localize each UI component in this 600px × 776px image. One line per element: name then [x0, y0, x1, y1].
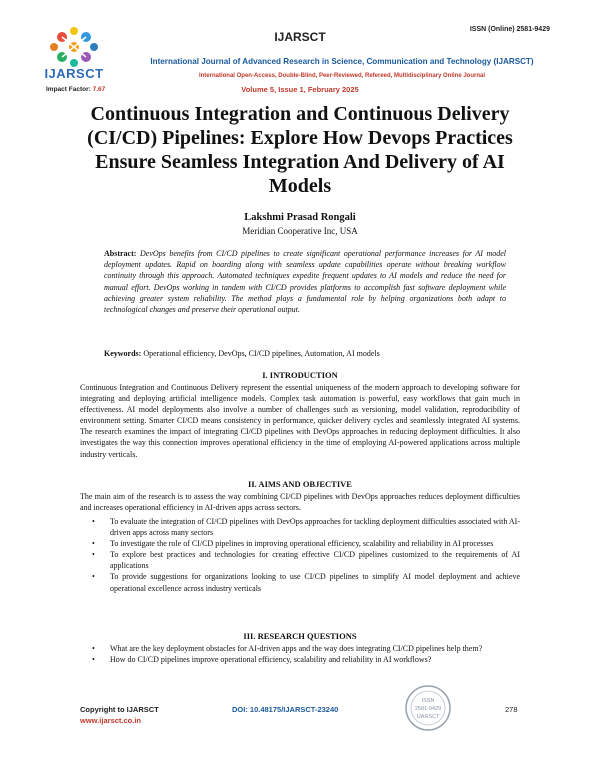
- bullet-icon: •: [92, 572, 95, 582]
- list-item: [80, 516, 520, 538]
- aims-paragraph: The main aim of the research is to assess the way combining CI/CD pipelines with DevOps approaches reduces deployment difficulties and increases operational efficiency in AI-driven apps across sectors.: [80, 492, 520, 513]
- list-item: [80, 549, 520, 571]
- bullet-icon: •: [92, 539, 95, 549]
- svg-text:ISSN: ISSN: [421, 698, 435, 704]
- section-heading-aims: II. AIMS AND OBJECTIVE: [248, 479, 352, 489]
- abstract-text: DevOps benefits from CI/CD pipelines to create significant operational performance increases for AI model deployment updates. Rapid on boarding along with seamless update capabilities operate without breaking workflow continuity through this approach. Automated techniques expedite frequent updates to AI models and reduce the need for manual effort. DevOps working in tandem with CI/CD provides platforms to accomplish fast software deployment while achieving greater system reliability. The method plays a fundamental role by helping organizations both adapt to technological changes and preserve their operational output.: [104, 249, 506, 315]
- list-item-text: To explore best practices and technologies for creating effective CI/CD pipelines customized to the requirements of AI applications: [110, 550, 520, 571]
- footer-website-link[interactable]: www.ijarsct.co.in: [80, 716, 141, 725]
- abstract-label: Abstract:: [104, 249, 137, 258]
- abstract: [104, 248, 506, 315]
- introduction-paragraph: Continuous Integration and Continuous Delivery represent the essential uniqueness of the modern approach to developing software for integrating and deploying artificial intelligence models. Complex task automation is powerful, easy workflows that gain much in effectiveness. AI model deployments also involve a number of challenges such as versioning, model validation, reproducibility of environment setting. Smarter CI/CD means consistency in performance, quicker delivery cycles and seamlessly integrated AI systems. The research examines the impact of integrating CI/CD pipelines with DevOps approaches in reducing deployment difficulties. It also investigates the way this connection improves operational efficiency in the time of employing AI-powered applications across multiple industry verticals.: [80, 383, 520, 459]
- bullet-icon: •: [92, 644, 95, 653]
- list-item-text: To provide suggestions for organizations looking to use CI/CD pipelines to simplify AI model deployment and achieve operational excellence across industry verticals: [110, 572, 520, 593]
- footer-doi-link[interactable]: DOI: 10.48175/IJARSCT-23240: [232, 705, 339, 714]
- footer-copyright: Copyright to IJARSCT: [80, 705, 159, 714]
- journal-abbreviation: IJARSCT: [274, 30, 326, 44]
- list-item-text: How do CI/CD pipelines improve operational efficiency, scalability and reliability in AI workflows?: [110, 655, 432, 665]
- keywords-label: Keywords:: [104, 349, 142, 358]
- section-heading-introduction: I. INTRODUCTION: [262, 370, 338, 380]
- list-item-text: What are the key deployment obstacles for AI-driven apps and the way does integrating CI/CD pipelines help them?: [110, 644, 483, 653]
- list-item: [80, 654, 520, 665]
- list-item-text: To evaluate the integration of CI/CD pipelines with DevOps approaches for tackling deployment difficulties associated with AI-driven apps across many sectors: [110, 517, 520, 538]
- keywords: [104, 348, 506, 359]
- bullet-icon: •: [92, 517, 95, 526]
- impact-factor-value: 7.67: [92, 86, 106, 93]
- paper-title: Continuous Integration and Continuous Delivery (CI/CD) Pipelines: Explore How Devops Practices Ensure Seamless Integration And Delivery of AI Models: [87, 103, 513, 197]
- research-questions-list: [80, 643, 520, 665]
- logo-wordmark: IJARSCT: [44, 66, 104, 81]
- bullet-icon: •: [92, 655, 95, 665]
- list-item: [80, 643, 520, 654]
- page-number: 278: [505, 705, 518, 714]
- volume-issue: Volume 5, Issue 1, February 2025: [241, 85, 359, 94]
- bullet-icon: •: [92, 550, 95, 560]
- svg-text:2581-9429: 2581-9429: [414, 706, 442, 712]
- list-item-text: To investigate the role of CI/CD pipelines in improving operational efficiency, scalability and reliability in AI processes: [110, 539, 494, 549]
- aims-bullet-list: [80, 516, 520, 594]
- issn-seal-icon: [404, 684, 452, 732]
- author-name: Lakshmi Prasad Rongali: [244, 212, 356, 223]
- journal-name: International Journal of Advanced Research in Science, Communication and Technology (IJARSCT): [150, 57, 534, 66]
- author-affiliation: Meridian Cooperative Inc, USA: [242, 226, 358, 236]
- keywords-text: Operational efficiency, DevOps, CI/CD pipelines, Automation, AI models: [143, 349, 380, 358]
- svg-text:IJARSCT: IJARSCT: [416, 714, 440, 720]
- list-item: [80, 538, 520, 549]
- journal-subtitle: International Open-Access, Double-Blind, Peer-Reviewed, Refereed, Multidisciplinary Online Journal: [198, 73, 486, 79]
- issn-label: ISSN (Online) 2581-9429: [469, 26, 550, 33]
- section-heading-research-questions: III. RESEARCH QUESTIONS: [243, 631, 357, 641]
- list-item: [80, 571, 520, 593]
- impact-factor-label: Impact Factor:: [46, 86, 93, 93]
